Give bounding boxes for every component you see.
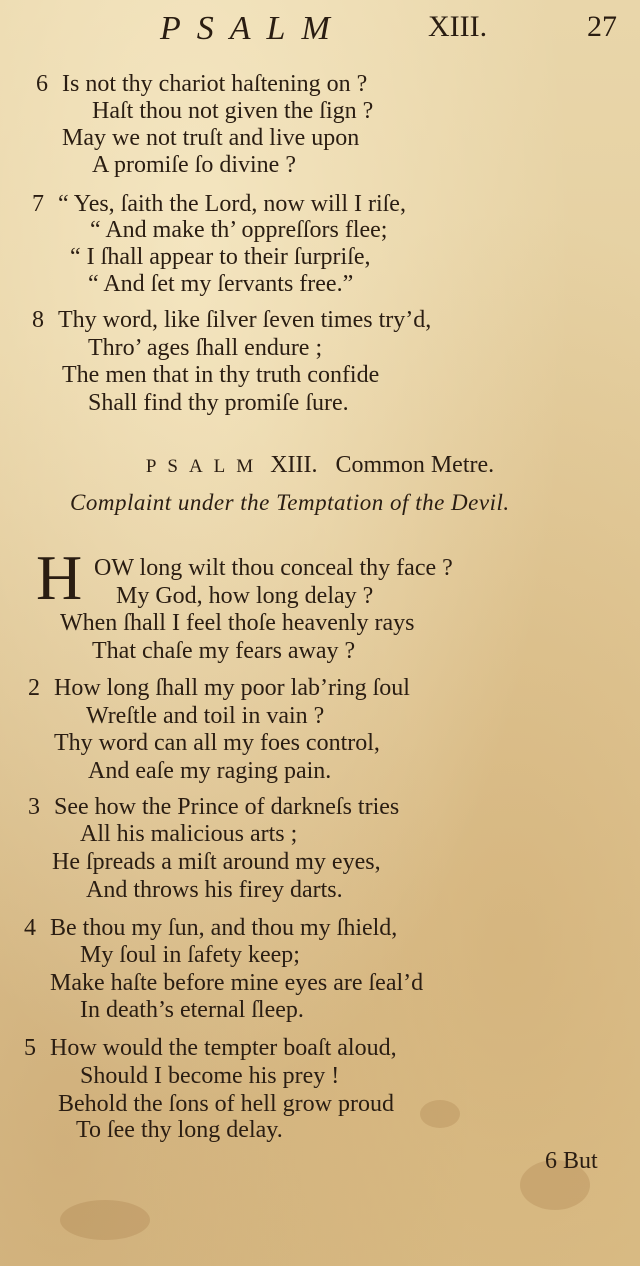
drop-cap: H bbox=[36, 542, 83, 613]
verse-text: See how the Prince of darkneſs tries bbox=[54, 794, 400, 820]
verse-line bbox=[58, 1090, 394, 1118]
verse-line bbox=[86, 876, 343, 904]
verse-line bbox=[80, 941, 300, 969]
page-header bbox=[0, 10, 640, 50]
verse-text: That chaſe my fears away ? bbox=[92, 638, 356, 664]
verse-text: He ſpreads a miſt around my eyes, bbox=[52, 849, 381, 875]
verse-text: Wreſtle and toil in vain ? bbox=[86, 703, 325, 729]
page-number: 27 bbox=[587, 10, 617, 43]
verse-line bbox=[62, 361, 379, 389]
verse-text: Be thou my ſun, and thou my ſhield, bbox=[50, 915, 398, 941]
verse-text: “ And make th’ oppreſſors flee; bbox=[90, 217, 388, 243]
verse-line bbox=[60, 609, 415, 637]
verse-line bbox=[92, 151, 296, 179]
verse-line bbox=[28, 674, 410, 702]
psalm-subtitle: Complaint under the Temptation of the Devil. bbox=[70, 490, 510, 515]
verse-line bbox=[88, 270, 353, 298]
verse-number: 6 bbox=[36, 71, 48, 97]
verse-text: My God, how long delay ? bbox=[116, 583, 374, 609]
running-head: PSALM bbox=[160, 10, 346, 47]
verse-text: OW long wilt thou conceal thy face ? bbox=[94, 555, 453, 581]
verse-text: May we not truſt and live upon bbox=[62, 125, 360, 151]
verse-line bbox=[52, 848, 381, 876]
verse-line bbox=[36, 70, 367, 98]
verse-text: Thy word can all my foes control, bbox=[54, 730, 380, 756]
verse-text: “ Yes, ſaith the Lord, now will I riſe, bbox=[58, 191, 406, 217]
verse-line bbox=[80, 820, 297, 848]
verse-line bbox=[62, 124, 359, 152]
verse-number: 5 bbox=[24, 1035, 36, 1061]
verse-line bbox=[116, 582, 373, 610]
verse-line bbox=[70, 243, 371, 271]
verse-line bbox=[88, 389, 349, 417]
psalm-heading bbox=[0, 452, 640, 479]
catchword: 6 But bbox=[545, 1148, 598, 1174]
verse-line bbox=[24, 914, 397, 942]
verse-text: “ And ſet my ſervants free.” bbox=[88, 271, 354, 297]
verse-text: A promiſe ſo divine ? bbox=[92, 152, 296, 178]
paper-stain bbox=[420, 1100, 460, 1128]
verse-text: My ſoul in ſafety keep; bbox=[80, 942, 300, 968]
verse-line bbox=[86, 702, 324, 730]
verse-line bbox=[80, 1062, 339, 1090]
verse-line bbox=[28, 793, 399, 821]
psalm-metre: Common Metre. bbox=[335, 452, 495, 478]
verse-line bbox=[24, 1034, 397, 1062]
verse-text: Should I become his prey ! bbox=[80, 1063, 340, 1089]
verse-text: The men that in thy truth confide bbox=[62, 362, 380, 388]
verse-line bbox=[32, 190, 406, 218]
verse-text: And throws his firey darts. bbox=[86, 877, 343, 903]
verse-line bbox=[92, 97, 373, 125]
verse-line bbox=[90, 216, 387, 244]
verse-text: Thy word, like ſilver ſeven times try’d, bbox=[58, 307, 432, 333]
verse-text: Thro’ ages ſhall endure ; bbox=[88, 335, 323, 361]
verse-line bbox=[50, 969, 423, 997]
verse-line bbox=[94, 554, 453, 582]
verse-text: Haſt thou not given the ſign ? bbox=[92, 98, 374, 124]
paper-stain bbox=[60, 1200, 150, 1240]
verse-text: How would the tempter boaſt aloud, bbox=[50, 1035, 397, 1061]
verse-number: 3 bbox=[28, 794, 40, 820]
psalm-word: PSALM bbox=[145, 456, 265, 477]
verse-text: To ſee thy long delay. bbox=[76, 1117, 283, 1143]
verse-text: Make haſte before mine eyes are ſeal’d bbox=[50, 970, 424, 996]
verse-text: When ſhall I feel thoſe heavenly rays bbox=[60, 610, 415, 636]
verse-line bbox=[80, 996, 304, 1024]
verse-line bbox=[32, 306, 431, 334]
verse-number: 4 bbox=[24, 915, 36, 941]
verse-line bbox=[92, 637, 355, 665]
verse-text: All his malicious arts ; bbox=[80, 821, 298, 847]
verse-number: 7 bbox=[32, 191, 44, 217]
verse-line bbox=[76, 1116, 283, 1144]
running-head-number: XIII. bbox=[428, 10, 488, 43]
verse-text: Behold the ſons of hell grow proud bbox=[58, 1091, 394, 1117]
verse-text: And eaſe my raging pain. bbox=[88, 758, 332, 784]
verse-text: How long ſhall my poor lab’ring ſoul bbox=[54, 675, 410, 701]
psalm-number: XIII. bbox=[270, 452, 318, 478]
verse-line bbox=[88, 757, 331, 785]
verse-number: 2 bbox=[28, 675, 40, 701]
verse-text: “ I ſhall appear to their ſurpriſe, bbox=[70, 244, 371, 270]
verse-text: Shall find thy promiſe ſure. bbox=[88, 390, 349, 416]
verse-text: Is not thy chariot haſtening on ? bbox=[62, 71, 368, 97]
verse-text: In death’s eternal ſleep. bbox=[80, 997, 304, 1023]
verse-number: 8 bbox=[32, 307, 44, 333]
verse-line bbox=[54, 729, 380, 757]
verse-line bbox=[88, 334, 322, 362]
